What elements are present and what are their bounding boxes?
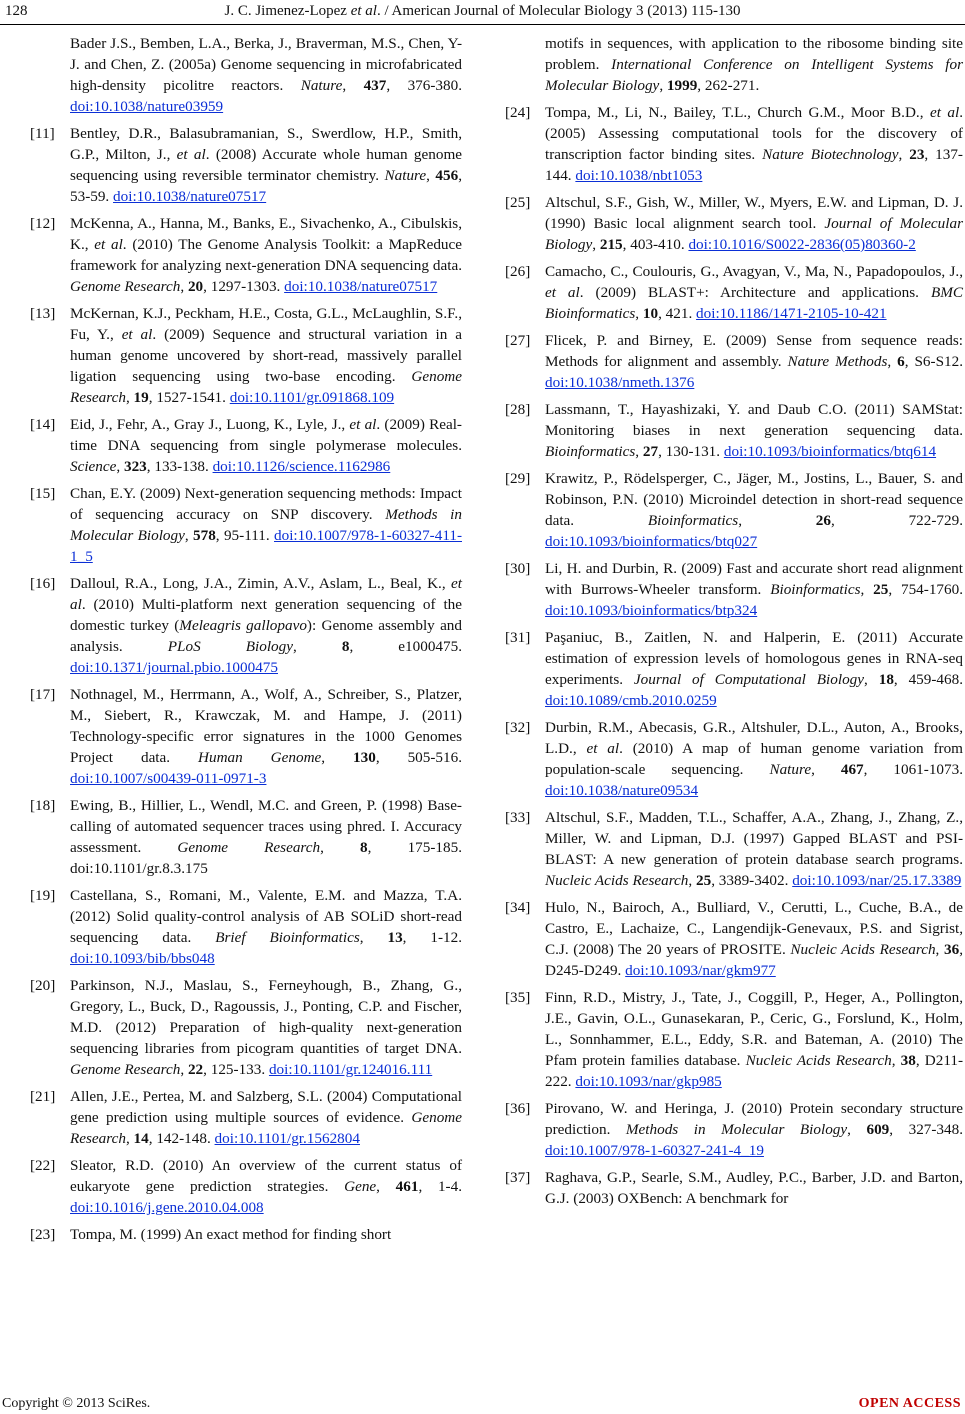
- italic-text: et al: [586, 740, 620, 757]
- reference-number: [17]: [30, 686, 56, 703]
- reference-text: ): Genome assembly and analysis.: [70, 617, 462, 655]
- reference-text: Eid, J., Fehr, A., Gray J., Luong, K., Lyle, J.,: [70, 416, 350, 433]
- reference-text: Tompa, M., Li, N., Bailey, T.L., Church G.M., Moor B.D.,: [545, 104, 930, 121]
- reference-text: , 1-12.: [402, 929, 463, 946]
- reference-text: . (2010) The Genome Analysis Toolkit: a MapReduce framework for analyzing next-generation DNA sequencing data.: [70, 236, 462, 274]
- volume-number: 323: [123, 458, 147, 475]
- reference-number: [37]: [505, 1169, 531, 1186]
- reference-text: Lassmann, T., Hayashizaki, Y. and Daub C.O. (2011) SAMStat: Monitoring biases in next generation sequencing data.: [545, 401, 963, 439]
- reference-text: , D245-D249.: [545, 941, 963, 979]
- reference-text: , 3389-3402.: [711, 872, 793, 889]
- italic-text: Bioinformatics: [647, 512, 739, 529]
- reference-text: ,: [293, 638, 342, 655]
- italic-text: Human Genome: [198, 749, 322, 766]
- italic-text: et al: [350, 3, 377, 19]
- reference-text: Chan, E.Y. (2009) Next-generation sequencing methods: Impact of sequencing accuracy on SNP discovery.: [70, 485, 462, 523]
- reference-text: ,: [321, 749, 354, 766]
- volume-number: 19: [133, 389, 149, 406]
- volume-number: 609: [866, 1121, 890, 1138]
- doi-link[interactable]: doi:10.1038/nature07517: [284, 278, 438, 295]
- reference-text: , e1000475.: [349, 638, 462, 655]
- volume-number: 578: [193, 527, 216, 544]
- reference-number: [26]: [505, 263, 531, 280]
- reference-text: . (2008) Accurate whole human genome sequencing using reversible terminator chemistry.: [70, 146, 463, 184]
- reference-number: [30]: [505, 560, 531, 577]
- doi-link[interactable]: doi:10.1093/nar/25.17.3389: [792, 872, 962, 889]
- reference-text: Ewing, B., Hillier, L., Wendl, M.C. and Green, P. (1998) Base-calling of automated sequencer traces using phred. I. Accuracy assessment.: [70, 797, 462, 856]
- reference-text: J. C. Jimenez-Lopez: [224, 3, 351, 19]
- doi-link[interactable]: doi:10.1093/bioinformatics/btp324: [545, 602, 758, 619]
- reference-text: Tompa, M. (1999) An exact method for finding short: [70, 1226, 392, 1243]
- reference-text: . (2009) Real-time DNA sequencing from single polymerase molecules.: [70, 416, 462, 454]
- reference-text: ,: [635, 305, 643, 322]
- italic-text: Bioinformatics: [545, 443, 636, 460]
- doi-link[interactable]: doi:10.1126/science.1162986: [212, 458, 391, 475]
- reference-text: , 327-348.: [889, 1121, 964, 1138]
- reference-text: , 421.: [658, 305, 697, 322]
- reference-number: [23]: [30, 1226, 56, 1243]
- reference-number: [20]: [30, 977, 56, 994]
- volume-number: 26: [815, 512, 831, 529]
- reference-entry: [30, 1224, 462, 1245]
- reference-entry: [30, 33, 462, 117]
- italic-text: Bioinformatics: [770, 581, 861, 598]
- reference-text: . (2010) A map of human genome variation from population-scale sequencing.: [545, 740, 963, 778]
- reference-number: [32]: [505, 719, 531, 736]
- italic-text: Genome Research: [70, 1061, 181, 1078]
- reference-text: , 142-148.: [148, 1130, 215, 1147]
- reference-text: Bader J.S., Bemben, L.A., Berka, J., Braverman, M.S., Chen, Y-J. and Chen, Z. (2005a) Genome sequencing in microfabricated high-density picolitre reactors.: [70, 35, 462, 94]
- reference-entry: [30, 483, 462, 567]
- italic-text: Nature Biotechnology: [762, 146, 899, 163]
- reference-entry: [505, 1098, 963, 1161]
- reference-number: [28]: [505, 401, 531, 418]
- doi-link[interactable]: doi:10.1038/nmeth.1376: [545, 374, 695, 391]
- copyright-notice: Copyright © 2013 SciRes.: [2, 1396, 151, 1411]
- reference-text: ,: [376, 1178, 396, 1195]
- reference-text: ,: [592, 236, 600, 253]
- volume-number: 130: [353, 749, 376, 766]
- reference-text: ,: [125, 1130, 134, 1147]
- italic-text: et al: [545, 284, 580, 301]
- reference-text: ,: [891, 1052, 901, 1069]
- reference-entry: [505, 261, 963, 324]
- volume-number: 456: [435, 167, 459, 184]
- reference-entry: [30, 1155, 462, 1218]
- reference-number: [15]: [30, 485, 56, 502]
- volume-number: 437: [363, 77, 387, 94]
- reference-text: Durbin, R.M., Abecasis, G.R., Altshuler, D.L., Auton, A., Brooks, L.D.,: [545, 719, 963, 757]
- reference-text: ,: [811, 761, 841, 778]
- reference-entry: [30, 414, 462, 477]
- reference-entry: [505, 1167, 963, 1209]
- reference-text: Parkinson, N.J., Maslau, S., Ferneyhough, B., Zhang, G., Gregory, L., Buck, D., Ragoussis, J., Ponting, C.P. and Fischer, M.D. (2012) Preparation of high-quality next-generation sequencing libraries from picogram quantities of target DNA.: [70, 977, 462, 1057]
- italic-text: Nucleic Acids Research: [745, 1052, 892, 1069]
- volume-number: 25: [873, 581, 889, 598]
- reference-text: , 130-131.: [658, 443, 724, 460]
- reference-text: McKenna, A., Hanna, M., Banks, E., Sivachenko, A., Cibulskis, K.,: [70, 215, 462, 253]
- reference-text: , 1061-1073.: [863, 761, 963, 778]
- italic-text: Gene: [344, 1178, 377, 1195]
- reference-text: Li, H. and Durbin, R. (2009) Fast and accurate short read alignment with Burrows-Wheeler transform.: [545, 560, 963, 598]
- reference-text: , 1297-1303.: [203, 278, 285, 295]
- reference-text: , 1-4.: [418, 1178, 463, 1195]
- reference-entry: [505, 558, 963, 621]
- reference-text: Dalloul, R.A., Long, J.A., Zimin, A.V., Aslam, L., Beal, K.,: [70, 575, 452, 592]
- italic-text: Nucleic Acids Research: [545, 872, 689, 889]
- reference-number: [11]: [30, 125, 55, 142]
- reference-text: , 175-185. doi:10.1101/gr.8.3.175: [70, 839, 462, 877]
- volume-number: 467: [840, 761, 864, 778]
- reference-text: . (2009) Sequence and structural variation in a human genome uncovered by short-read, massively parallel ligation sequencing using two-base encoding.: [70, 326, 462, 385]
- reference-text: , 403-410.: [622, 236, 689, 253]
- doi-link[interactable]: doi:10.1093/nar/gkp985: [575, 1073, 722, 1090]
- italic-text: BMC Bioinformatics: [545, 284, 963, 322]
- volume-number: 22: [187, 1061, 204, 1078]
- doi-link[interactable]: doi:10.1093/bioinformatics/btq614: [723, 443, 937, 460]
- volume-number: 13: [387, 929, 403, 946]
- references-left-column: [30, 33, 462, 1251]
- reference-number: [21]: [30, 1088, 56, 1105]
- reference-text: , 1527-1541.: [148, 389, 230, 406]
- reference-text: ,: [635, 443, 643, 460]
- reference-text: ,: [887, 353, 898, 370]
- reference-entry: [505, 468, 963, 552]
- reference-entry: [30, 303, 462, 408]
- reference-number: [22]: [30, 1157, 56, 1174]
- italic-text: Science: [70, 458, 117, 475]
- italic-text: International Conference on Intelligent Systems for Molecular Biology: [545, 56, 963, 94]
- reference-text: ,: [180, 278, 188, 295]
- reference-text: , 722-729.: [830, 512, 964, 529]
- reference-number: [25]: [505, 194, 531, 211]
- reference-entry: [505, 627, 963, 711]
- reference-text: McKernan, K.J., Peckham, H.E., Costa, G.L., McLaughlin, S.F., Fu, Y.,: [70, 305, 462, 343]
- reference-text: Bentley, D.R., Balasubramanian, S., Swerdlow, H.P., Smith, G.P., Milton, J.,: [70, 125, 462, 163]
- italic-text: Genome Research: [70, 368, 462, 406]
- reference-text: , 505-516.: [375, 749, 462, 766]
- reference-number: [12]: [30, 215, 56, 232]
- reference-text: ,: [180, 1061, 188, 1078]
- reference-text: , 459-468.: [893, 671, 964, 688]
- reference-number: [36]: [505, 1100, 531, 1117]
- volume-number: 36: [944, 941, 960, 958]
- reference-text: Altschul, S.F., Madden, T.L., Schaffer, A.A., Zhang, J., Zhang, Z., Miller, W. and Lipman, D.J. (1997) Gapped BLAST and PSI-BLAST: A new generation of protein database search programs.: [545, 809, 963, 868]
- doi-link[interactable]: doi:10.1007/978-1-60327-411-1_5: [70, 527, 462, 565]
- volume-number: 27: [642, 443, 659, 460]
- reference-text: , 53-59.: [70, 167, 462, 205]
- reference-entry: [30, 885, 462, 969]
- reference-text: ,: [847, 1121, 867, 1138]
- italic-text: et al: [929, 104, 960, 121]
- reference-entry: [30, 213, 462, 297]
- volume-number: 20: [187, 278, 204, 295]
- reference-number: [18]: [30, 797, 56, 814]
- reference-number: [24]: [505, 104, 531, 121]
- references-right-column: [505, 33, 963, 1215]
- reference-text: Altschul, S.F., Gish, W., Miller, W., Myers, E.W. and Lipman, D. J. (1990) Basic local alignment search tool.: [545, 194, 963, 232]
- volume-number: 8: [341, 638, 350, 655]
- reference-text: Raghava, G.P., Searle, S.M., Audley, P.C., Barber, J.D. and Barton, G.J. (2003) OXBench: A benchmark for: [545, 1169, 963, 1207]
- reference-entry: [505, 897, 963, 981]
- doi-link[interactable]: doi:10.1038/nature09534: [545, 782, 699, 799]
- volume-number: 8: [360, 839, 368, 856]
- italic-text: et al: [94, 236, 123, 253]
- italic-text: PLoS Biology: [167, 638, 293, 655]
- italic-text: Journal of Molecular Biology: [545, 215, 963, 253]
- reference-text: ,: [116, 458, 124, 475]
- reference-text: , 137-144.: [545, 146, 963, 184]
- doi-link[interactable]: doi:10.1007/s00439-011-0971-3: [70, 770, 267, 787]
- reference-text: ,: [738, 512, 816, 529]
- italic-text: Nature: [769, 761, 812, 778]
- italic-text: Meleagris gallopavo: [179, 617, 307, 634]
- doi-link[interactable]: doi:10.1016/S0022-2836(05)80360-2: [688, 236, 916, 253]
- reference-text: , 133-138.: [146, 458, 213, 475]
- reference-text: Finn, R.D., Mistry, J., Tate, J., Coggill, P., Heger, A., Pollington, J.E., Gavin, O.L., Gunasekaran, P., Ceric, G., Forslund, K., Holm, L., Sonnhammer, E.L., Eddy, S.R. and Bateman, A. (2010) The Pfam protein families database.: [545, 989, 963, 1069]
- volume-number: 14: [133, 1130, 149, 1147]
- reference-text: ,: [125, 389, 134, 406]
- doi-link[interactable]: doi:10.1093/bib/bbs048: [70, 950, 215, 967]
- reference-text: Krawitz, P., Rödelsperger, C., Jäger, M., Jostins, L., Bauer, S. and Robinson, P.N. (2010) Microindel detection in short-read sequence data.: [545, 470, 963, 529]
- reference-entry: [30, 573, 462, 678]
- reference-text: ,: [426, 167, 436, 184]
- volume-number: 18: [878, 671, 894, 688]
- italic-text: Nature Methods: [787, 353, 888, 370]
- reference-text: , S6-S12.: [904, 353, 963, 370]
- reference-text: ,: [864, 671, 879, 688]
- reference-text: , D211-222.: [545, 1052, 964, 1090]
- italic-text: et al: [176, 146, 206, 163]
- italic-text: Methods in Molecular Biology: [625, 1121, 848, 1138]
- reference-text: Flicek, P. and Birney, E. (2009) Sense from sequence reads: Methods for alignment and assembly.: [545, 332, 963, 370]
- reference-number: [29]: [505, 470, 531, 487]
- doi-link[interactable]: doi:10.1093/nar/gkm977: [625, 962, 776, 979]
- reference-number: [14]: [30, 416, 56, 433]
- doi-link[interactable]: doi:10.1101/gr.1562804: [214, 1130, 360, 1147]
- italic-text: Nucleic Acids Research: [790, 941, 936, 958]
- reference-entry: [30, 795, 462, 879]
- reference-text: Castellana, S., Romani, M., Valente, E.M. and Mazza, T.A. (2012) Solid quality-control analysis of AB SOLiD short-read sequencing data.: [70, 887, 462, 946]
- italic-text: Nature: [300, 77, 343, 94]
- reference-number: [19]: [30, 887, 56, 904]
- reference-text: Paşaniuc, B., Zaitlen, N. and Halperin, E. (2011) Accurate estimation of expression levels of homologous genes in RNA-seq experiments.: [545, 629, 963, 688]
- page-number: 128: [5, 3, 28, 19]
- reference-number: [33]: [505, 809, 531, 826]
- reference-entry: [505, 807, 963, 891]
- doi-link[interactable]: doi:10.1038/nature03959: [70, 98, 224, 115]
- reference-number: [13]: [30, 305, 56, 322]
- reference-text: Nothnagel, M., Herrmann, A., Wolf, A., Schreiber, S., Platzer, M., Siebert, R., Krawczak, M. and Hampe, J. (2011) Technology-specific error signatures in the 1000 Genomes Project data.: [70, 686, 462, 766]
- running-title: [0, 3, 965, 20]
- reference-text: . (2010) Multi-platform next generation sequencing of the domestic turkey (: [70, 596, 462, 634]
- doi-link[interactable]: doi:10.1089/cmb.2010.0259: [545, 692, 717, 709]
- reference-text: ,: [359, 929, 388, 946]
- reference-text: , 262-271.: [697, 77, 760, 94]
- volume-number: 25: [696, 872, 712, 889]
- reference-entry: [30, 1086, 462, 1149]
- italic-text: Genome Research: [70, 278, 181, 295]
- doi-link[interactable]: doi:10.1101/gr.091868.109: [229, 389, 395, 406]
- reference-text: ,: [659, 77, 667, 94]
- reference-entry: [505, 192, 963, 255]
- reference-entry: [505, 330, 963, 393]
- reference-text: , 376-380.: [386, 77, 462, 94]
- reference-text: ,: [935, 941, 945, 958]
- reference-text: Allen, J.E., Pertea, M. and Salzberg, S.L. (2004) Computational gene prediction using multiple sources of evidence.: [70, 1088, 462, 1126]
- reference-entry: [30, 684, 462, 789]
- reference-text: Pirovano, W. and Heringa, J. (2010) Protein secondary structure prediction.: [545, 1100, 963, 1138]
- volume-number: 215: [599, 236, 623, 253]
- reference-entry: [505, 102, 963, 186]
- volume-number: 23: [909, 146, 925, 163]
- reference-number: [35]: [505, 989, 531, 1006]
- reference-text: ,: [688, 872, 696, 889]
- reference-text: ,: [898, 146, 910, 163]
- reference-text: . / American Journal of Molecular Biology 3 (2013) 115-130: [376, 3, 741, 19]
- reference-entry: [505, 987, 963, 1092]
- reference-text: Camacho, C., Coulouris, G., Avagyan, V., Ma, N., Papadopoulos, J.,: [545, 263, 963, 280]
- italic-text: Genome Research: [70, 1109, 462, 1147]
- volume-number: 38: [900, 1052, 916, 1069]
- volume-number: 10: [642, 305, 659, 322]
- doi-link[interactable]: doi:10.1186/1471-2105-10-421: [696, 305, 887, 322]
- doi-link[interactable]: doi:10.1038/nbt1053: [575, 167, 703, 184]
- italic-text: et al: [349, 416, 377, 433]
- italic-text: Methods in Molecular Biology: [70, 506, 462, 544]
- italic-text: Nature: [384, 167, 427, 184]
- doi-link[interactable]: doi:10.1038/nature07517: [113, 188, 267, 205]
- reference-text: motifs in sequences, with application to the ribosome binding site problem.: [545, 35, 963, 73]
- reference-number: [27]: [505, 332, 531, 349]
- reference-number: [31]: [505, 629, 531, 646]
- reference-number: [16]: [30, 575, 56, 592]
- reference-text: ,: [342, 77, 364, 94]
- reference-text: , 125-133.: [203, 1061, 269, 1078]
- italic-text: Brief Bioinformatics: [215, 929, 360, 946]
- reference-text: ,: [184, 527, 194, 544]
- reference-text: , 95-111.: [215, 527, 274, 544]
- reference-entry: [505, 33, 963, 96]
- reference-text: Hulo, N., Bairoch, A., Bulliard, V., Cerutti, L., Cuche, B.A., de Castro, E., Lachaize, C., Langendijk-Genevaux, P.S. and Sigrist, C.J. (2008) The 20 years of PROSITE.: [545, 899, 963, 958]
- reference-entry: [505, 399, 963, 462]
- doi-link[interactable]: doi:10.1016/j.gene.2010.04.008: [70, 1199, 264, 1216]
- reference-text: . (2005) Assessing computational tools for the discovery of transcription factor binding sites.: [545, 104, 964, 163]
- italic-text: et al: [121, 326, 153, 343]
- italic-text: et al: [70, 575, 462, 613]
- doi-link[interactable]: doi:10.1007/978-1-60327-241-4_19: [545, 1142, 764, 1159]
- doi-link[interactable]: doi:10.1101/gr.124016.111: [268, 1061, 433, 1078]
- reference-entry: [30, 123, 462, 207]
- volume-number: 1999: [666, 77, 698, 94]
- reference-text: , 754-1760.: [888, 581, 964, 598]
- doi-link[interactable]: doi:10.1093/bioinformatics/btq027: [545, 533, 758, 550]
- reference-number: [34]: [505, 899, 531, 916]
- reference-text: ,: [320, 839, 361, 856]
- reference-text: ,: [860, 581, 874, 598]
- reference-text: Sleator, R.D. (2010) An overview of the current status of eukaryote gene prediction strategies.: [70, 1157, 462, 1195]
- reference-text: . (2009) BLAST+: Architecture and applications.: [579, 284, 931, 301]
- page-header: [0, 0, 965, 25]
- reference-entry: [505, 717, 963, 801]
- reference-entry: [30, 975, 462, 1080]
- italic-text: Genome Research: [177, 839, 321, 856]
- volume-number: 6: [897, 353, 905, 370]
- volume-number: 461: [395, 1178, 419, 1195]
- italic-text: Journal of Computational Biology: [633, 671, 865, 688]
- doi-link[interactable]: doi:10.1371/journal.pbio.1000475: [70, 659, 278, 676]
- open-access-label: OPEN ACCESS: [858, 1396, 961, 1411]
